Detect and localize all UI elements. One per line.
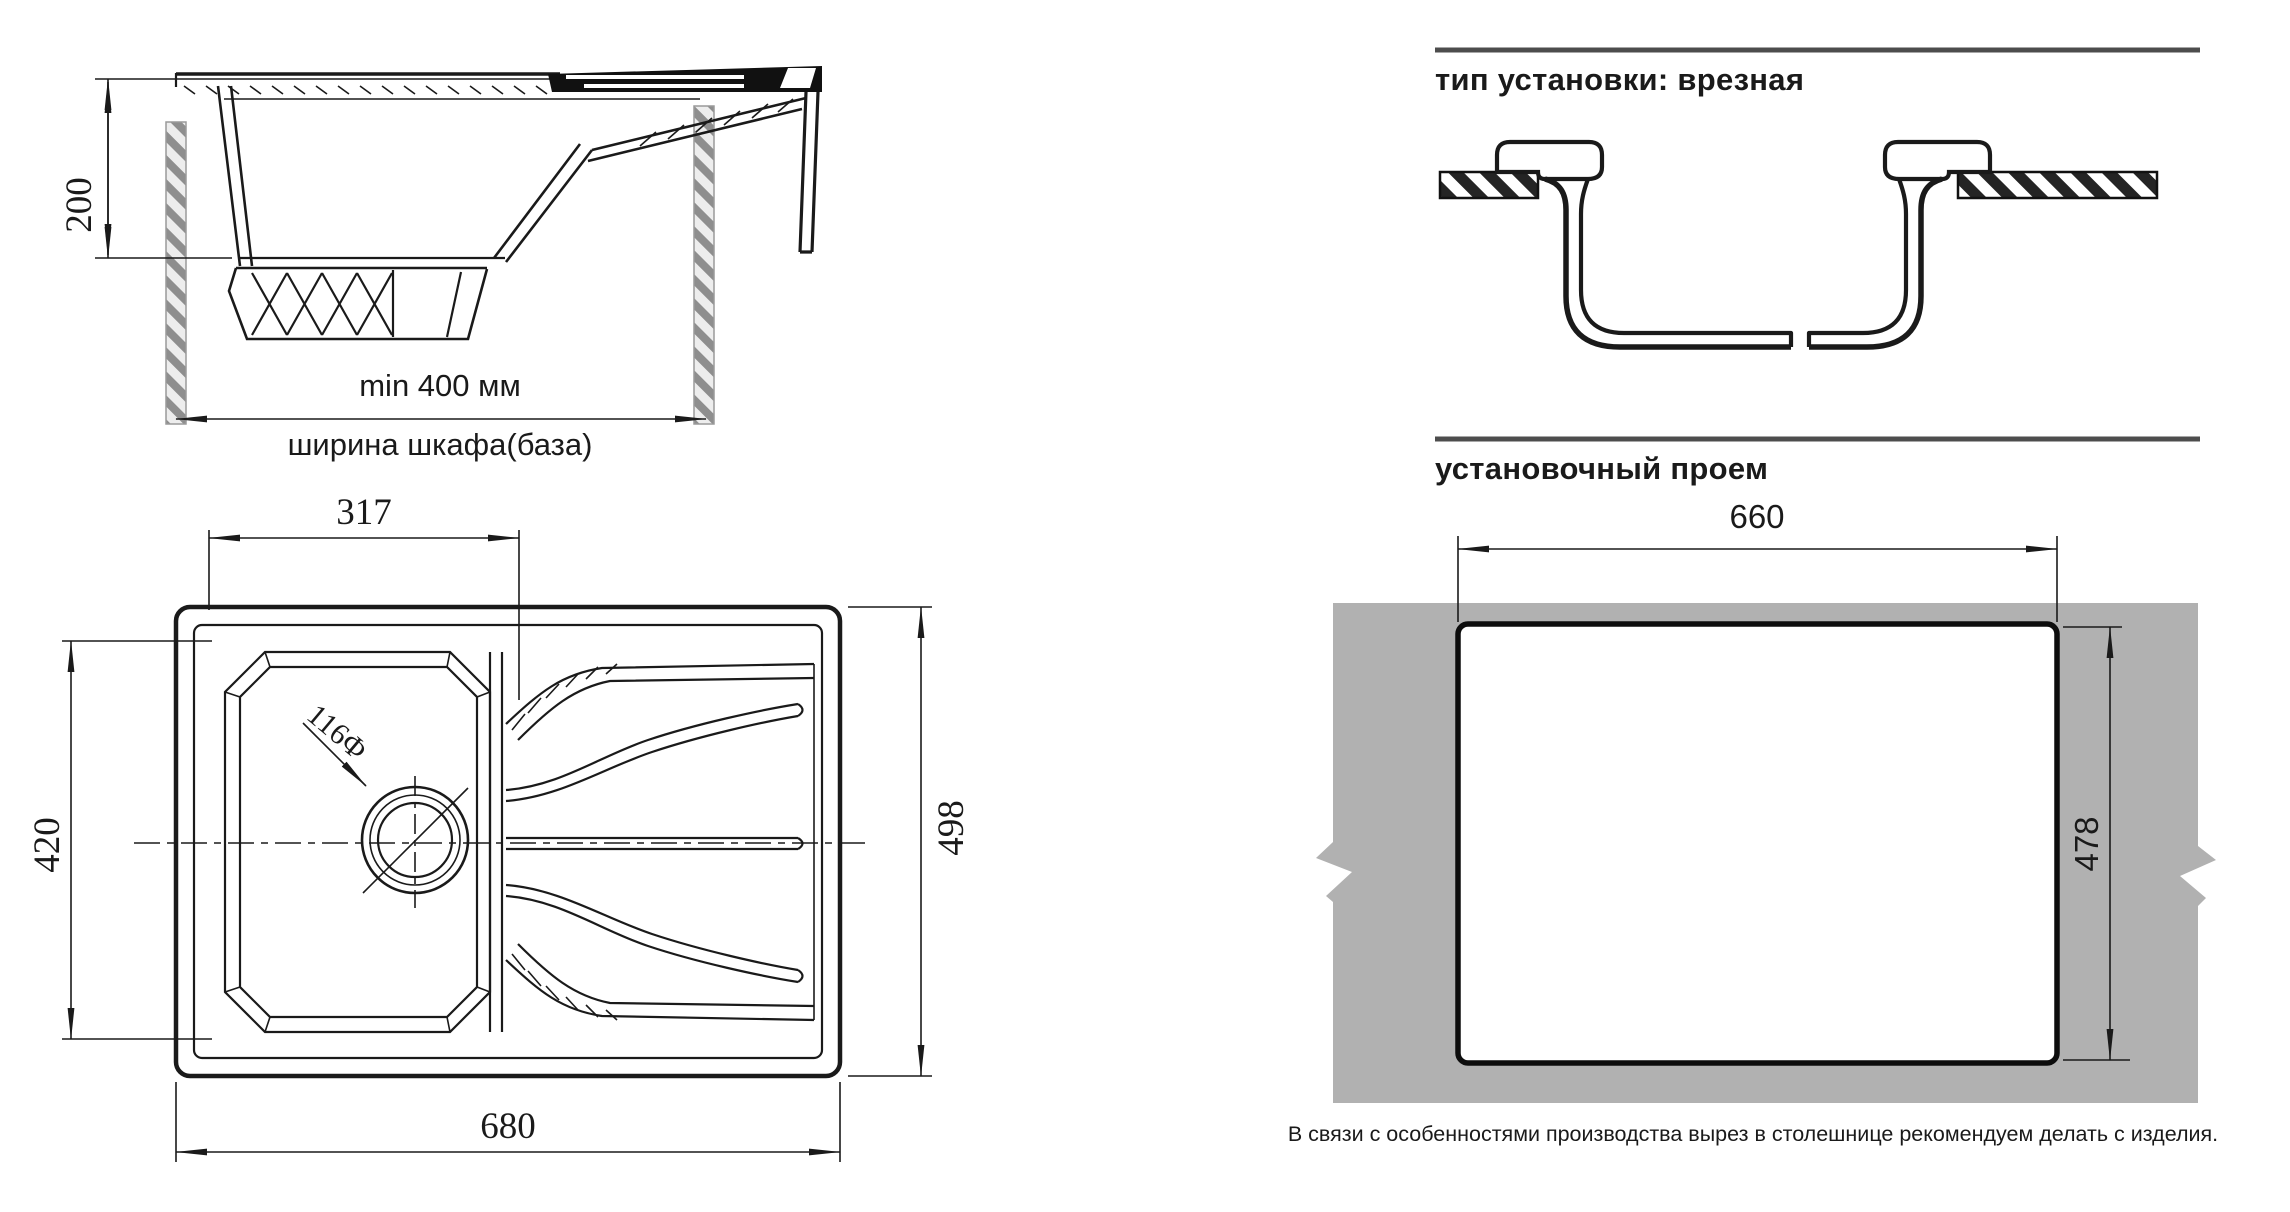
overall-width-label: 680: [480, 1106, 536, 1147]
countertop-left-hatch: [1440, 172, 1538, 198]
drainboard-bottom-ribbon-b: [518, 944, 814, 1006]
bowl-right-wall: [494, 144, 592, 262]
bowl-length-label: 420: [27, 817, 68, 873]
top-view-drawing: [27, 492, 972, 1162]
bowl-width-dimension: [209, 492, 519, 700]
foot-x-hatch: [252, 273, 392, 335]
cutout-height-label: 478: [2068, 816, 2105, 872]
left-wall-inner: [1581, 179, 1791, 347]
bowl-frame-outer: [225, 652, 490, 1032]
drainboard-bottom-ribbon-a: [506, 960, 814, 1020]
drain-diameter-label: 116Ф: [300, 697, 374, 767]
cutout-title: установочный проем: [1435, 451, 1769, 486]
band-slit-2: [584, 84, 744, 88]
far-rim-teeth: [184, 86, 547, 94]
overall-length-dimension: [848, 607, 972, 1076]
right-wall-outer: [1809, 179, 1942, 347]
cutout-width-label: 660: [1729, 498, 1785, 535]
cutout-figure: [1288, 439, 2218, 1146]
cabinet-min-width-label: min 400 мм: [359, 368, 521, 403]
cabinet-width-caption: ширина шкафа(база): [287, 427, 593, 462]
cabinet-width-dimension: [176, 368, 706, 462]
countertop-right-hatch: [1958, 172, 2157, 198]
bowl-drainboard-divider: [490, 652, 502, 1032]
bottom-ribbon-hatch: [512, 954, 617, 1020]
top-ribbon-hatch: [512, 664, 617, 730]
cutout-opening: [1458, 624, 2057, 1063]
drain-diameter-callout: [301, 698, 374, 786]
foot-panels: [393, 270, 461, 337]
left-rim-profile: [1497, 142, 1602, 179]
bowl-width-label: 317: [336, 492, 392, 533]
overall-width-dimension: [176, 1082, 840, 1162]
production-note: В связи с особенностями производства вырез в столешнице рекомендуем делать с изделия.: [1287, 1122, 2219, 1146]
depth-dimension: [59, 79, 232, 258]
right-skirt: [800, 92, 818, 252]
installation-type-figure: [1435, 50, 2200, 347]
cabinet-wall-left-hatch: [166, 122, 186, 424]
installation-type-title: тип установки: врезная: [1435, 62, 1805, 97]
depth-dimension-label: 200: [59, 177, 100, 233]
side-view-section: [59, 66, 822, 462]
drainboard-top-ribbon-a: [506, 664, 814, 724]
bowl-frame-inner: [240, 667, 477, 1017]
bowl-left-wall: [218, 86, 252, 266]
cabinet-wall-right-hatch: [694, 106, 714, 424]
right-wall-inner: [1809, 179, 1906, 347]
sink-rim-line: [194, 625, 822, 1058]
overall-length-label: 498: [931, 800, 972, 856]
bowl-corner-facets: [225, 652, 490, 1032]
bowl-length-dimension: [27, 641, 212, 1039]
right-rim-profile: [1885, 142, 1990, 179]
band-slit-1: [566, 75, 744, 79]
